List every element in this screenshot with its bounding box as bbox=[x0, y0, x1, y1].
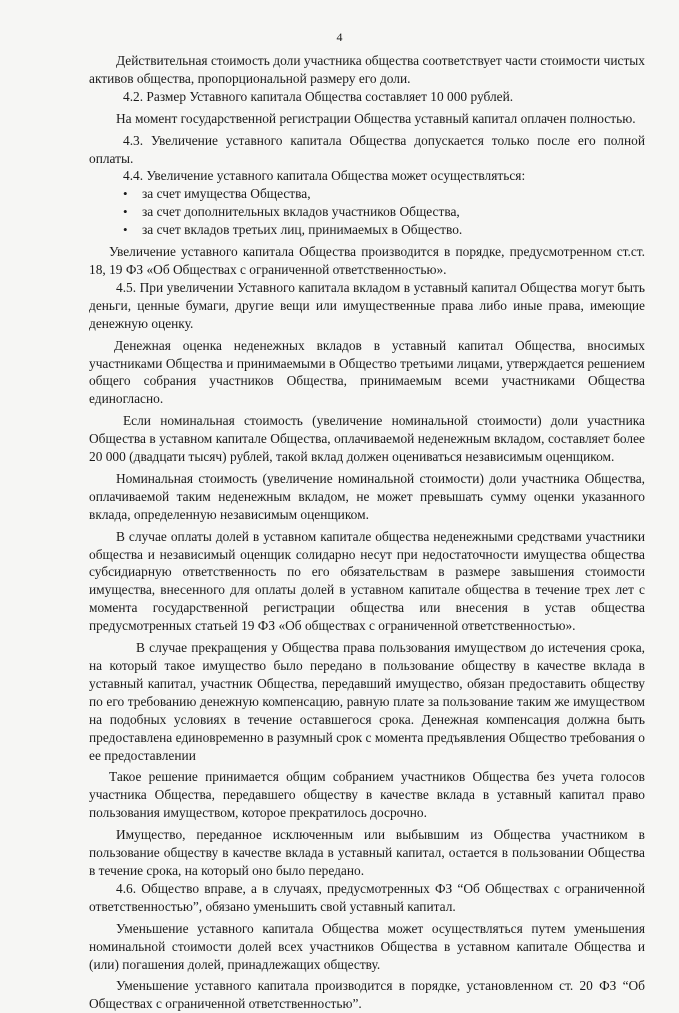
page-number: 4 bbox=[336, 30, 343, 44]
bullet-icon: • bbox=[123, 222, 128, 238]
paragraph-4-4: 4.4. Увеличение уставного капитала Общества может осуществляться: bbox=[123, 168, 526, 184]
paragraph-nominal-over-20000: Если номинальная стоимость (увеличение номинальной стоимости) доли участника Общества в уставном капитале Общества, оплачиваемой неденежным вкладом, составляет более 20 000 (двадцати тысяч) рублей, такой вклад должен оцениваться независимым оценщиком. bbox=[89, 413, 645, 465]
bullet-icon: • bbox=[123, 186, 128, 202]
list-item bbox=[123, 185, 645, 203]
document-body bbox=[89, 52, 645, 1013]
list-item-text: за счет имущества Общества, bbox=[142, 186, 311, 202]
bullet-icon: • bbox=[123, 204, 128, 220]
paragraph-decrease-methods: Уменьшение уставного капитала Общества может осуществляться путем уменьшения номинальной стоимости долей всех участников Общества в уставном капитале Общества и (или) погашения долей, принадлежащих обществу. bbox=[89, 920, 645, 972]
paragraph-4-3: 4.3. Увеличение уставного капитала Общества допускается только после его полной оплаты. bbox=[89, 132, 645, 166]
list-item bbox=[123, 203, 645, 221]
paragraph-nominal-limit: Номинальная стоимость (увеличение номинальной стоимости) доли участника Общества, оплачиваемой таким неденежным вкладом, не может превышать сумму оценки указанного вклада, определенную независимым оценщиком. bbox=[89, 470, 645, 522]
paragraph-4-6: 4.6. Общество вправе, а в случаях, предусмотренных ФЗ “Об Обществах с ограниченной ответственностью”, обязано уменьшить свой уставный капитал. bbox=[89, 880, 645, 914]
paragraph-decrease-procedure: Уменьшение уставного капитала производится в порядке, установленном ст. 20 ФЗ “Об Обществах с ограниченной ответственностью”. bbox=[89, 978, 645, 1012]
paragraph-decision-meeting: Такое решение принимается общим собранием участников Общества без учета голосов участника Общества, передавшего обществу в качестве вклада в уставный капитал право пользования имуществом, которое прекратилось досрочно. bbox=[89, 769, 645, 821]
paragraph-usage-right-termination: В случае прекращения у Общества права пользования имуществом до истечения срока, на который такое имущество было передано в пользование обществу в качестве вклада в уставный капитал, участник Общества, передавший имущество, обязан предоставить обществу по его требованию денежную компенсацию, равную плате за пользование таким же имуществом на подобных условиях в течение оставшегося срока. Денежная компенсация должна быть предоставлена единовременно в разумный срок с момента предъявления Общество требования о ее предоставлении bbox=[89, 640, 645, 763]
paragraph-actual-value: Действительная стоимость доли участника общества соответствует части стоимости чистых активов общества, пропорциональной размеру его доли. bbox=[89, 53, 645, 86]
list-item bbox=[123, 221, 645, 239]
paragraph-increase-procedure: Увеличение уставного капитала Общества производится в порядке, предусмотренном ст.ст. 18, 19 ФЗ «Об Обществах с ограниченной ответственностью». bbox=[89, 244, 645, 277]
paragraph-4-5: 4.5. При увеличении Уставного капитала вкладом в уставный капитал Общества могут быть деньги, ценные бумаги, другие вещи или имущественные права либо иные права, имеющие денежную оценку. bbox=[89, 279, 645, 331]
paragraph-monetary-valuation: Денежная оценка неденежных вкладов в уставный капитал Общества, вносимых участниками Общества и принимаемыми в Общество третьими лицами, утверждается решением общего собрания участников Общества, принимаемым всеми участниками Общества единогласно. bbox=[89, 337, 645, 407]
paragraph-subsidiary-liability: В случае оплаты долей в уставном капитале общества неденежными средствами участники общества и независимый оценщик солидарно несут при недостаточности имущества общества субсидиарную ответственность по его обязательствам в размере завышения стоимости имущества, внесенного для оплаты долей в уставном капитале общества в течение трех лет с момента государственной регистрации общества или внесения в устав общества предусмотренных статьей 19 ФЗ «Об обществах с ограниченной ответственностью». bbox=[89, 528, 645, 634]
list-item-text: за счет дополнительных вкладов участников Общества, bbox=[142, 204, 460, 220]
list-item-text: за счет вкладов третьих лиц, принимаемых в Общество. bbox=[142, 222, 463, 238]
paragraph-excluded-participant-property: Имущество, переданное исключенным или выбывшим из Общества участником в пользование обществу в качестве вклада в уставный капитал, остается в пользовании Общества в течение срока, на который оно было передано. bbox=[89, 827, 645, 878]
paragraph-registration-paid: На момент государственной регистрации Общества уставный капитал оплачен полностью. bbox=[116, 110, 636, 126]
paragraph-4-2: 4.2. Размер Уставного капитала Общества составляет 10 000 рублей. bbox=[123, 88, 514, 104]
increase-methods-list bbox=[89, 185, 645, 239]
